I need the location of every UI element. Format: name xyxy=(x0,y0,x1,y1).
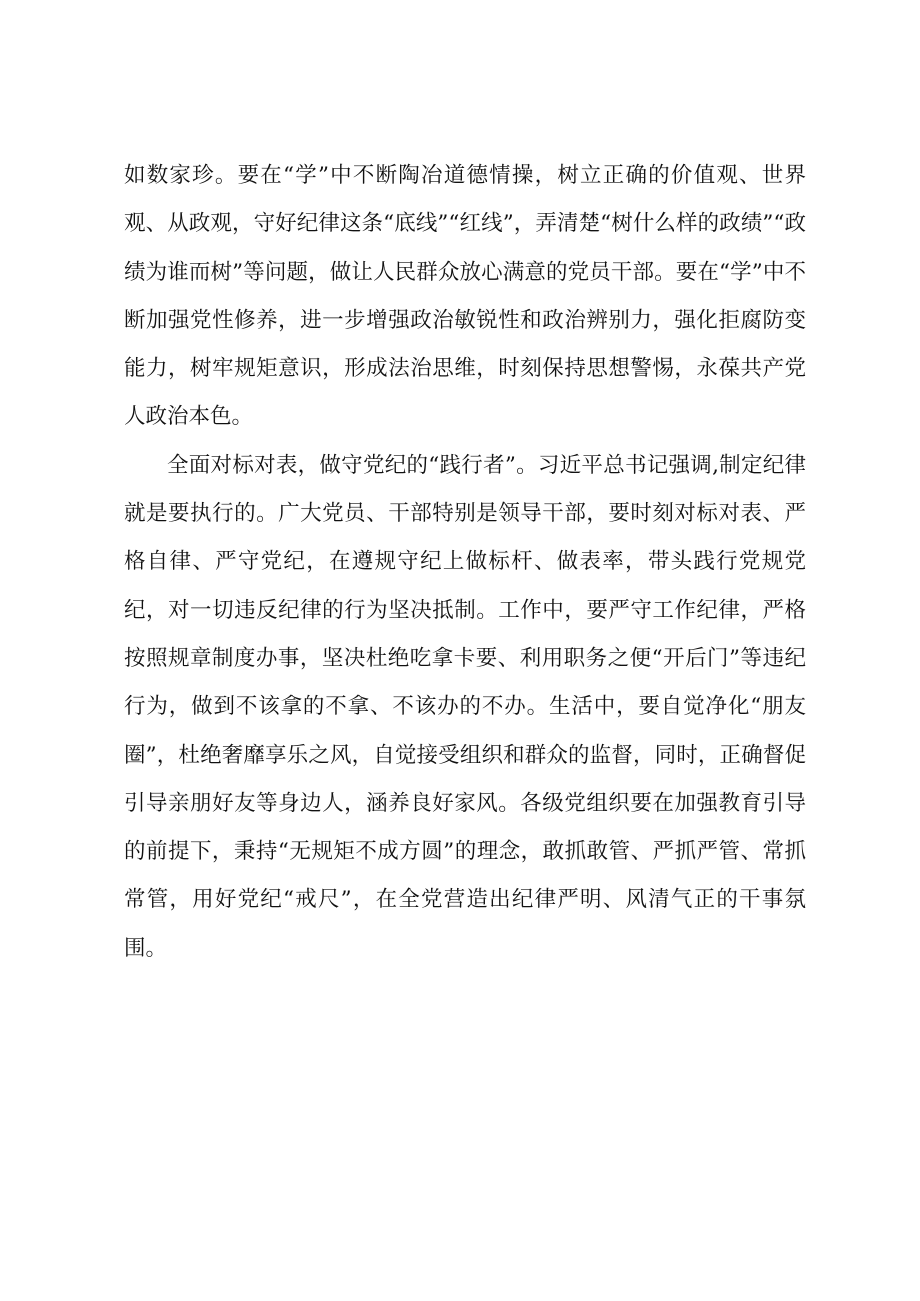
document-body xyxy=(124,152,806,973)
paragraph-practice-discipline: 全面对标对表，做守党纪的“践行者”。习近平总书记强调,制定纪律就是要执行的。广大党员、干部特别是领导干部，要时刻对标对表、严格自律、严守党纪，在遵规守纪上做标杆、做表率，带头践行党规党纪，对一切违反纪律的行为坚决抵制。工作中，要严守工作纪律，严格按照规章制度办事，坚决杜绝吃拿卡要、利用职务之便“开后门”等违纪行为，做到不该拿的不拿、不该办的不办。生活中，要自觉净化“朋友圈”，杜绝奢靡享乐之风，自觉接受组织和群众的监督，同时，正确督促引导亲朋好友等身边人，涵养良好家风。各级党组织要在加强教育引导的前提下，秉持“无规矩不成方圆”的理念，敢抓敢管、严抓严管、常抓常管，用好党纪“戒尺”，在全党营造出纪律严明、风清气正的干事氛围。 xyxy=(124,452,806,961)
paragraph-continuation: 如数家珍。要在“学”中不断陶冶道德情操，树立正确的价值观、世界观、从政观，守好纪律这条“底线”“红线”，弄清楚“树什么样的政绩”“政绩为谁而树”等问题，做让人民群众放心满意的党员干部。要在“学”中不断加强党性修养，进一步增强政治敏锐性和政治辨别力，强化拒腐防变能力，树牢规矩意识，形成法治思维，时刻保持思想警惕，永葆共产党人政治本色。 xyxy=(124,163,806,430)
